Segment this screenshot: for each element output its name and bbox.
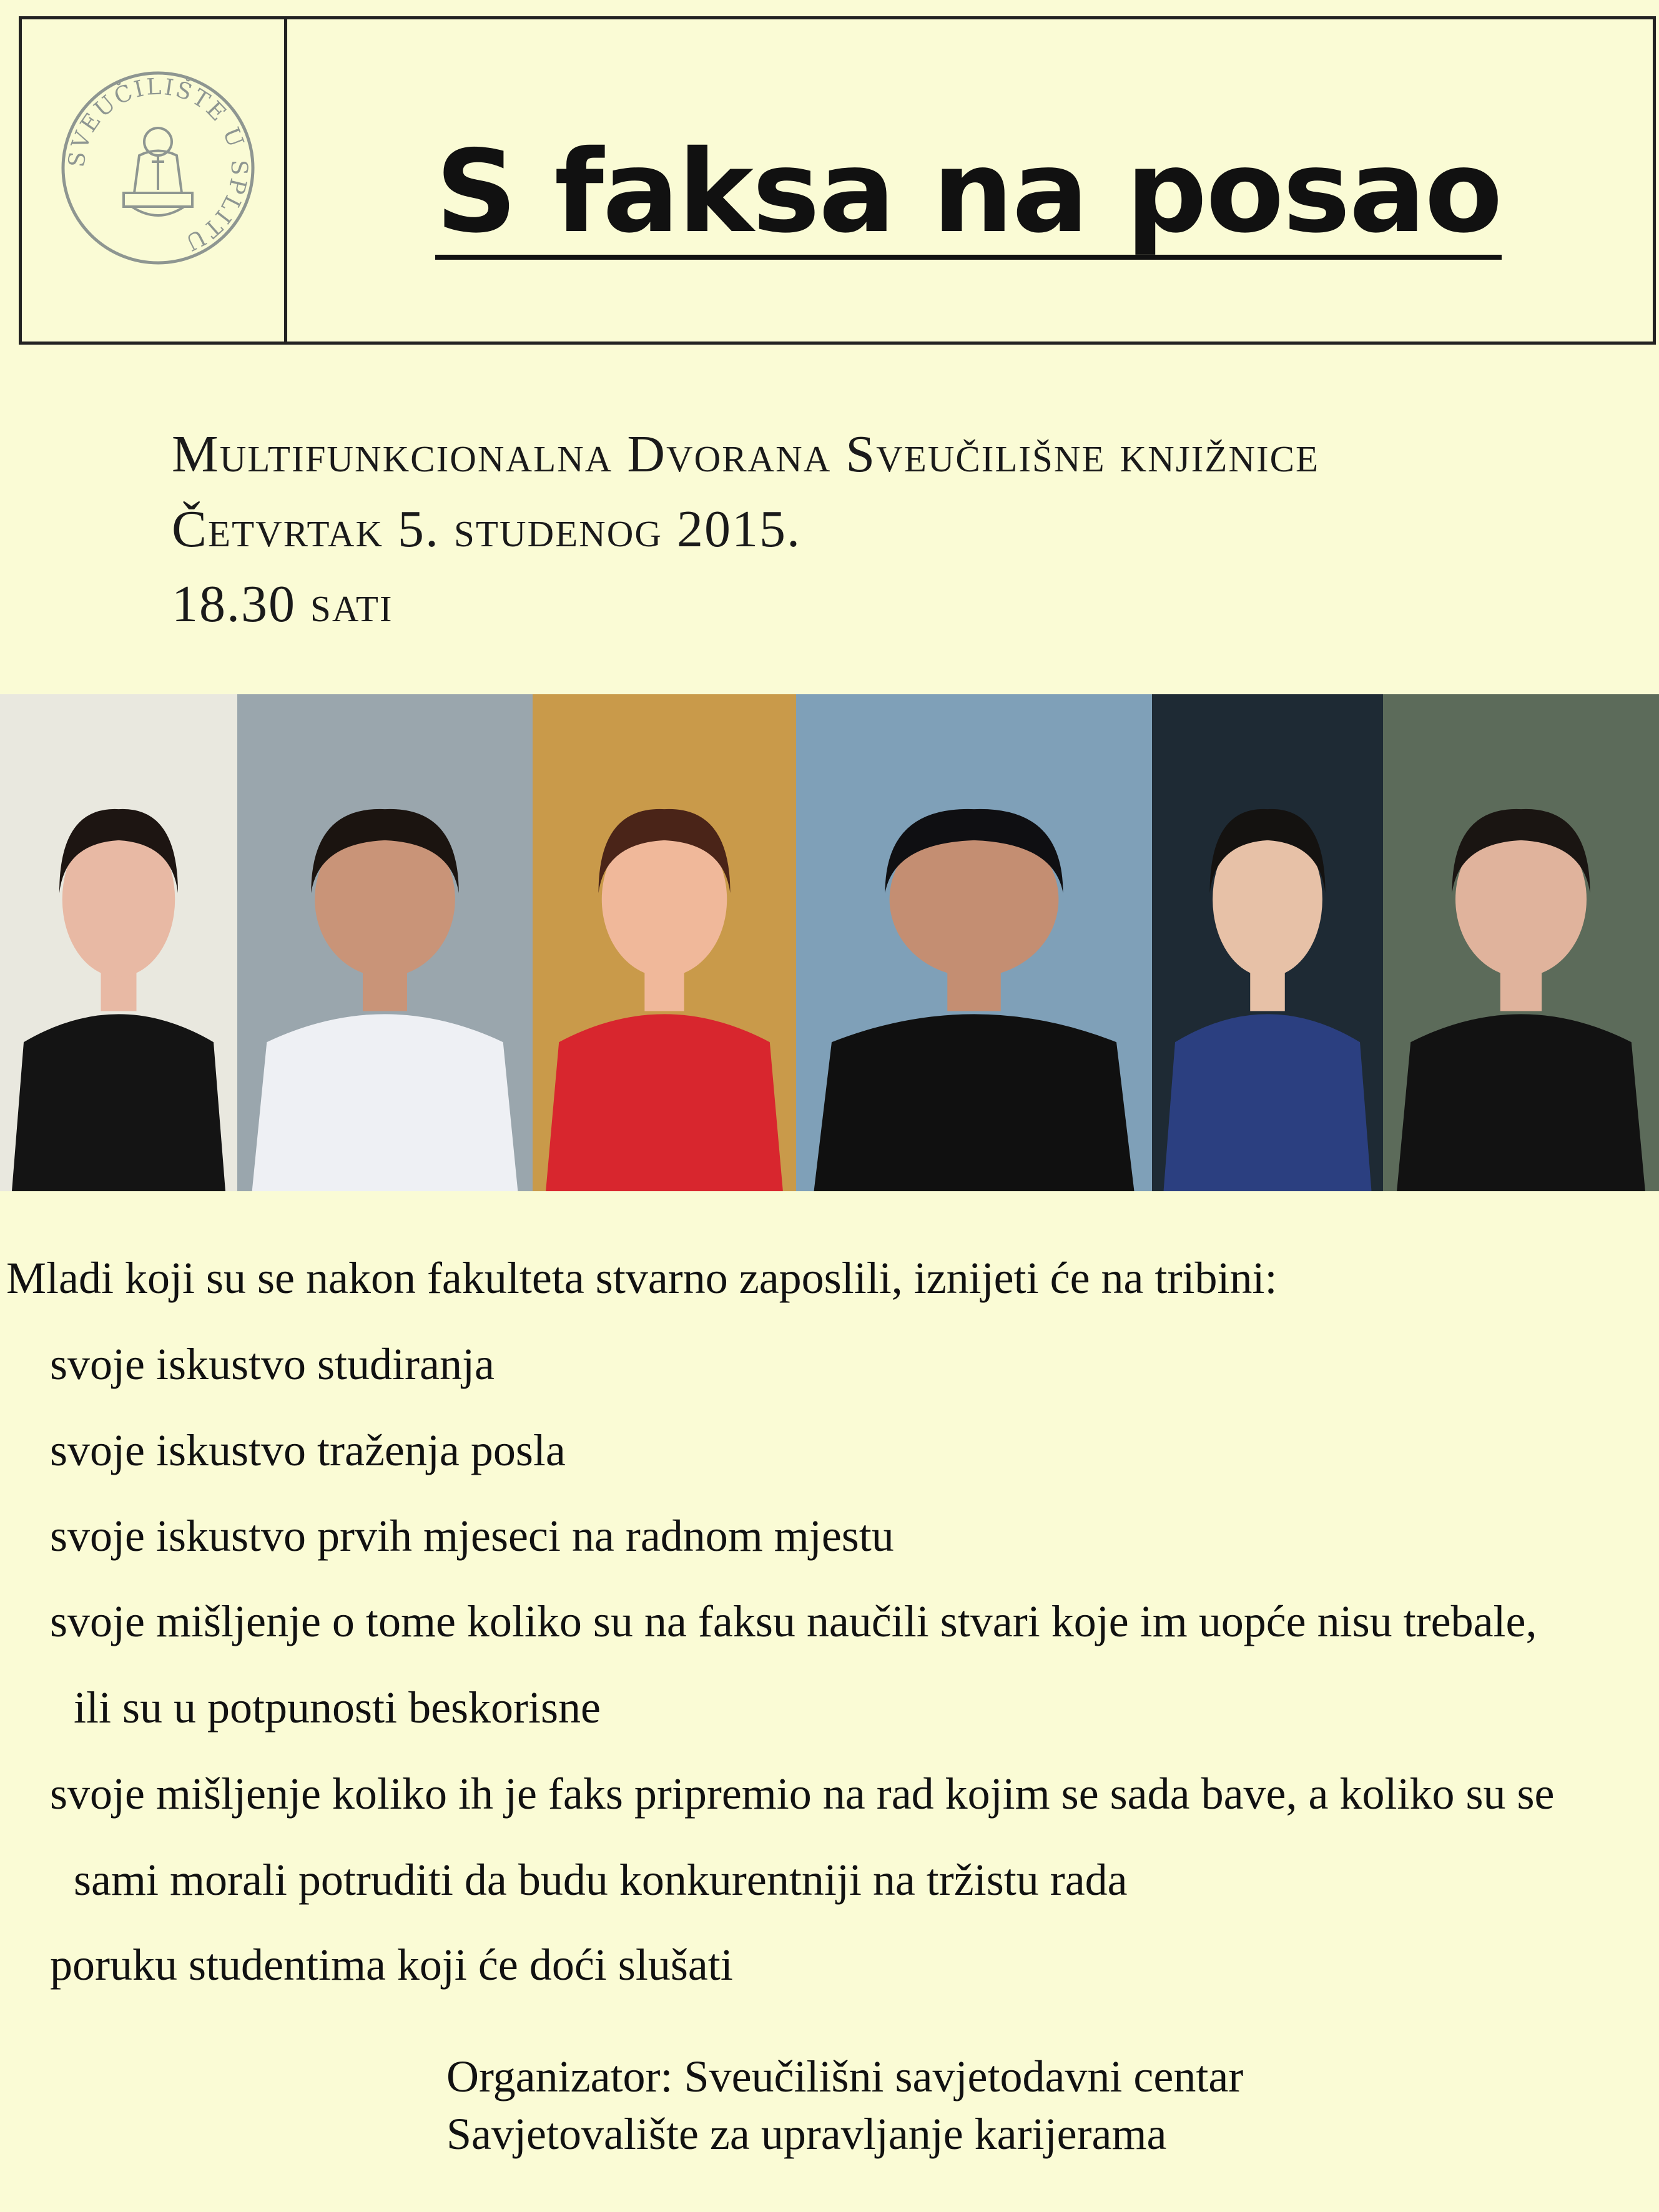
list-item: svoje iskustvo prvih mjeseci na radnom mjestu — [50, 1511, 894, 1561]
list-item-line: svoje mišljenje koliko ih je faks pripremio na rad kojim se sada bave, a koliko su se — [50, 1769, 1555, 1819]
event-time: 18.30 sati — [172, 575, 393, 633]
list-item: svoje iskustvo traženja posla — [50, 1425, 566, 1475]
speaker-photos — [0, 694, 1659, 1191]
speaker-photo-6 — [1383, 694, 1659, 1191]
portrait-image — [796, 694, 1152, 1191]
portrait-image — [1152, 694, 1383, 1191]
list-item — [50, 1766, 1554, 1908]
event-date: Četvrtak 5. studenog 2015. — [172, 500, 801, 558]
organizer-line: Organizator: Sveučilišni savjetodavni centar — [446, 2052, 1244, 2101]
portrait-image — [1383, 694, 1659, 1191]
event-details — [172, 417, 1319, 642]
list-item-line: svoje mišljenje o tome koliko su na faksu naučili stvari koje im uopće nisu trebale, — [50, 1596, 1537, 1646]
speaker-photo-5 — [1152, 694, 1383, 1191]
list-item-continuation: ili su u potpunosti beskorisne — [74, 1683, 601, 1733]
speaker-photo-2 — [237, 694, 533, 1191]
list-item-continuation: sami morali potruditi da budu konkurentniji na tržistu rada — [74, 1855, 1128, 1905]
list-item: poruku studentima koji će doći slušati — [50, 1940, 733, 1990]
speaker-photo-1 — [0, 694, 237, 1191]
intro-text: Mladi koji su se nakon fakulteta stvarno zaposlili, iznijeti će na tribini: — [6, 1253, 1277, 1303]
portrait-image — [533, 694, 796, 1191]
svg-text:SVEUČILIŠTE U SPLITU: SVEUČILIŠTE U SPLITU — [64, 74, 252, 257]
speaker-photo-3 — [533, 694, 796, 1191]
poster-title: S faksa na posao — [284, 135, 1653, 260]
university-seal-logo — [58, 68, 258, 268]
list-item — [50, 1593, 1537, 1736]
organizer-line: Savjetovalište za upravljanje karijerama — [446, 2109, 1167, 2159]
poster-header — [19, 16, 1656, 345]
speaker-photo-4 — [796, 694, 1152, 1191]
list-item: svoje iskustvo studiranja — [50, 1339, 495, 1389]
portrait-image — [0, 694, 237, 1191]
organizer-block — [446, 2048, 1243, 2163]
logo-cell — [22, 19, 287, 342]
event-venue: Multifunkcionalna Dvorana Sveučilišne knjižnice — [172, 425, 1320, 483]
portrait-image — [237, 694, 533, 1191]
